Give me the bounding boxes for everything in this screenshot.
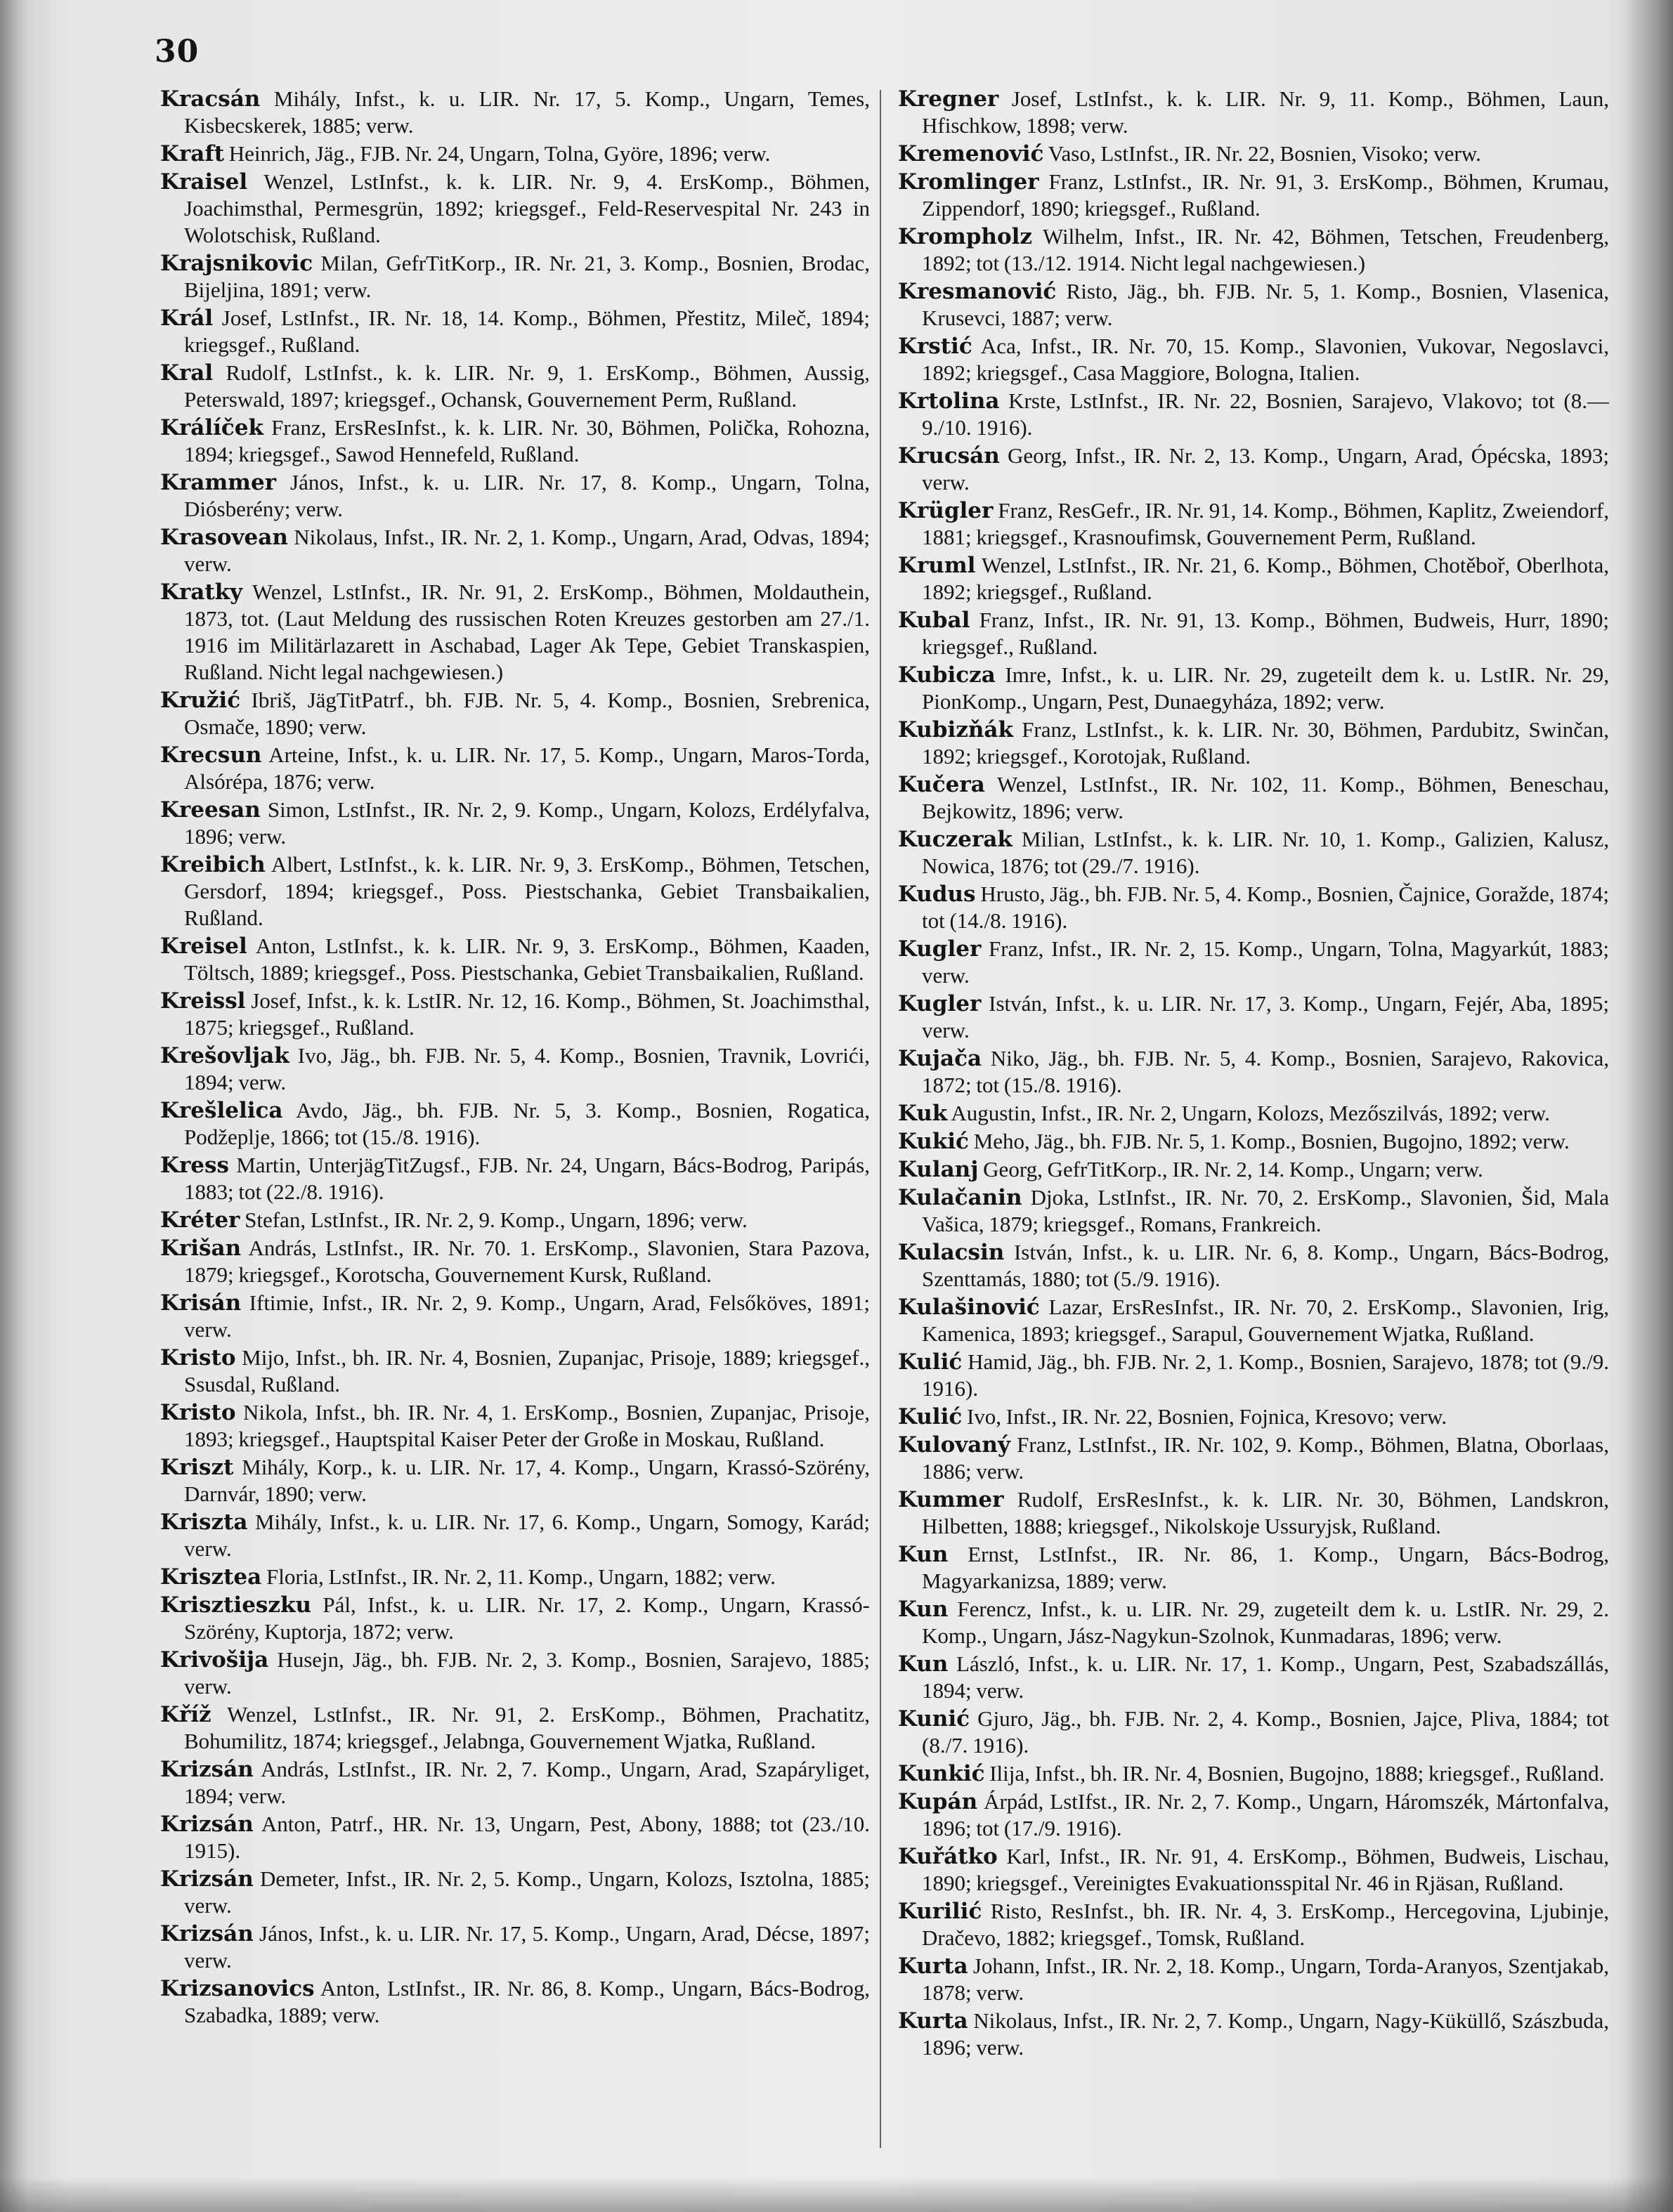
entry-surname: Krtolina: [898, 388, 1000, 414]
entry-details: Mihály, Infst., k. u. LIR. Nr. 17, 6. Komp., Ungarn, Somogy, Karád; verw.: [184, 1510, 870, 1561]
entry-details: Demeter, Infst., IR. Nr. 2, 5. Komp., Ungarn, Kolozs, Isztolna, 1885; verw.: [184, 1866, 870, 1918]
entry-details: Martin, UnterjägTitZugsf., FJB. Nr. 24, Ungarn, Bács-Bodrog, Paripás, 1883; tot (22./8. 1916).: [184, 1153, 870, 1204]
casualty-entry: [160, 1920, 870, 1974]
entry-details: Wenzel, LstInfst., IR. Nr. 21, 6. Komp., Böhmen, Chotěboř, Oberlhota, 1892; kriegsgef., Rußland.: [922, 553, 1609, 604]
page-number: 30: [155, 34, 200, 70]
entry-surname: Kupán: [898, 1789, 978, 1814]
entry-surname: Kunkić: [898, 1761, 985, 1786]
entry-surname: Kun: [898, 1597, 949, 1622]
casualty-entry: [898, 1045, 1609, 1099]
casualty-entry: [160, 1344, 870, 1398]
casualty-entry: [898, 1156, 1609, 1183]
entry-details: Pál, Infst., k. u. LIR. Nr. 17, 2. Komp., Ungarn, Krassó-Szörény, Kuptorja, 1872; verw.: [184, 1592, 870, 1644]
entry-surname: Krešovljak: [160, 1043, 289, 1068]
casualty-entry: [898, 1184, 1609, 1238]
casualty-entry: [898, 881, 1609, 934]
casualty-entry: [160, 1975, 870, 2029]
entry-surname: Krizsán: [160, 1812, 254, 1837]
entry-details: Lazar, ErsResInfst., IR. Nr. 70, 2. ErsKomp., Slavonien, Irig, Kamenica, 1893; kriegsgef., Sarapul, Gouvernement Wjatka, Rußland.: [922, 1295, 1609, 1346]
entry-details: Milan, GefrTitKorp., IR. Nr. 21, 3. Komp., Bosnien, Brodac, Bijeljina, 1891; verw.: [184, 251, 870, 302]
left-column: [160, 86, 870, 2030]
casualty-entry: [898, 443, 1609, 496]
entry-surname: Kracsán: [160, 86, 261, 112]
entry-surname: Král: [160, 306, 214, 331]
entry-details: István, Infst., k. u. LIR. Nr. 6, 8. Komp., Ungarn, Bács-Bodrog, Szenttamás, 1880; tot (5./9. 1916).: [922, 1240, 1609, 1291]
casualty-entry: [160, 524, 870, 577]
entry-details: Hamid, Jäg., bh. FJB. Nr. 2, 1. Komp., Bosnien, Sarajevo, 1878; tot (9./9. 1916).: [922, 1349, 1609, 1401]
entry-details: Ibriš, JägTitPatrf., bh. FJB. Nr. 5, 4. Komp., Bosnien, Srebrenica, Osmače, 1890; verw.: [184, 688, 870, 739]
entry-details: Heinrich, Jäg., FJB. Nr. 24, Ungarn, Tolna, Györe, 1896; verw.: [224, 141, 771, 166]
casualty-entry: [898, 1706, 1609, 1759]
entry-surname: Kříž: [160, 1702, 211, 1727]
entry-details: Mihály, Infst., k. u. LIR. Nr. 17, 5. Komp., Ungarn, Temes, Kisbecskerek, 1885; verw.: [184, 86, 870, 138]
entry-details: Floria, LstInfst., IR. Nr. 2, 11. Komp., Ungarn, 1882; verw.: [261, 1564, 776, 1589]
casualty-entry: [898, 333, 1609, 386]
entry-details: András, LstInfst., IR. Nr. 70. 1. ErsKomp., Slavonien, Stara Pazova, 1879; kriegsgef., Korotscha, Gouvernement Kursk, Rußland.: [184, 1236, 870, 1287]
entry-details: Imre, Infst., k. u. LIR. Nr. 29, zugeteilt dem k. u. LstIR. Nr. 29, PionKomp., Ungarn, Pest, Dunaegyháza, 1892; verw.: [922, 662, 1609, 714]
entry-details: Franz, LstInfst., IR. Nr. 102, 9. Komp., Böhmen, Blatna, Oborlaas, 1886; verw.: [922, 1432, 1609, 1484]
entry-details: Djoka, LstInfst., IR. Nr. 70, 2. ErsKomp., Slavonien, Šid, Mala Vašica, 1879; kriegsgef., Romans, Frankreich.: [922, 1185, 1609, 1236]
entry-details: Franz, ErsResInfst., k. k. LIR. Nr. 30, Böhmen, Polička, Rohozna, 1894; kriegsgef., Sawod Hennefeld, Rußland.: [184, 415, 870, 466]
casualty-entry: [160, 1811, 870, 1864]
entry-surname: Kubicza: [898, 662, 996, 688]
casualty-entry: [898, 497, 1609, 551]
entry-surname: Kulacsin: [898, 1240, 1005, 1265]
entry-surname: Kugler: [898, 991, 982, 1016]
casualty-entry: [898, 1432, 1609, 1485]
entry-surname: Kulić: [898, 1404, 963, 1429]
scan-shadow-left: [0, 0, 28, 2212]
casualty-entry: [898, 2008, 1609, 2061]
casualty-entry: [898, 1788, 1609, 1842]
entry-details: Franz, ResGefr., IR. Nr. 91, 14. Komp., Böhmen, Kaplitz, Zweiendorf, 1881; kriegsgef., Krasnoufimsk, Gouvernement Perm, Rußland.: [922, 498, 1609, 549]
entry-surname: Kreissl: [160, 988, 246, 1014]
casualty-entry: [160, 933, 870, 986]
casualty-entry: [160, 1592, 870, 1645]
casualty-entry: [160, 1235, 870, 1288]
entry-details: Iftimie, Infst., IR. Nr. 2, 9. Komp., Ungarn, Arad, Felsőköves, 1891; verw.: [184, 1290, 870, 1342]
entry-details: Anton, LstInfst., k. k. LIR. Nr. 9, 3. ErsKomp., Böhmen, Kaaden, Töltsch, 1889; kriegsgef., Poss. Piestschanka, Gebiet Transbaikalien, Rußland.: [184, 934, 870, 985]
casualty-entry: [898, 1843, 1609, 1897]
casualty-entry: [898, 716, 1609, 770]
casualty-entry: [160, 169, 870, 249]
entry-details: Nikolaus, Infst., IR. Nr. 2, 1. Komp., Ungarn, Arad, Odvas, 1894; verw.: [184, 525, 870, 576]
entry-details: Meho, Jäg., bh. FJB. Nr. 5, 1. Komp., Bosnien, Bugojno, 1892; verw.: [968, 1129, 1570, 1153]
entry-surname: Kun: [898, 1651, 949, 1677]
casualty-entry: [160, 305, 870, 358]
entry-surname: Kuřátko: [898, 1844, 998, 1869]
entry-surname: Krasovean: [160, 525, 288, 550]
casualty-entry: [898, 552, 1609, 606]
casualty-entry: [160, 1454, 870, 1507]
entry-surname: Krišan: [160, 1236, 242, 1261]
casualty-entry: [160, 1152, 870, 1205]
entry-surname: Kulašinović: [898, 1295, 1040, 1320]
entry-surname: Krisán: [160, 1290, 242, 1316]
entry-details: Ilija, Infst., bh. IR. Nr. 4, Bosnien, Bugojno, 1888; kriegsgef., Rußland.: [984, 1761, 1605, 1786]
casualty-entry: [160, 851, 870, 931]
entry-details: András, LstInfst., IR. Nr. 2, 7. Komp., Ungarn, Arad, Szapáryliget, 1894; verw.: [184, 1757, 870, 1808]
entry-surname: Kromlinger: [898, 169, 1039, 195]
casualty-entry: [898, 140, 1609, 167]
casualty-entry: [898, 1760, 1609, 1787]
casualty-entry: [160, 1509, 870, 1562]
entry-surname: Kružić: [160, 688, 241, 713]
entry-surname: Kugler: [898, 936, 982, 962]
entry-surname: Kristo: [160, 1345, 236, 1370]
casualty-entry: [898, 607, 1609, 660]
entry-details: Anton, Patrf., HR. Nr. 13, Ungarn, Pest, Abony, 1888; tot (23./10. 1915).: [184, 1812, 870, 1863]
entry-surname: Krstić: [898, 334, 972, 359]
entry-details: Rudolf, ErsResInfst., k. k. LIR. Nr. 30, Böhmen, Landskron, Hilbetten, 1888; kriegsgef., Nikolskoje Ussuryjsk, Rußland.: [922, 1487, 1609, 1538]
casualty-entry: [898, 1596, 1609, 1649]
entry-details: Niko, Jäg., bh. FJB. Nr. 5, 4. Komp., Bosnien, Sarajevo, Rakovica, 1872; tot (15./8. 1916).: [922, 1046, 1609, 1097]
casualty-entry: [898, 826, 1609, 879]
entry-surname: Kress: [160, 1153, 229, 1178]
entry-details: Ferencz, Infst., k. u. LIR. Nr. 29, zugeteilt dem k. u. LstIR. Nr. 29, 2. Komp., Ungarn, Jász-Nagykun-Szolnok, Kunmadaras, 1896; verw.: [922, 1597, 1609, 1648]
casualty-entry: [160, 86, 870, 139]
entry-surname: Kubizňák: [898, 717, 1013, 742]
casualty-entry: [898, 1486, 1609, 1540]
casualty-entry: [160, 1042, 870, 1096]
casualty-entry: [898, 1100, 1609, 1127]
casualty-entry: [898, 1403, 1609, 1430]
entry-details: János, Infst., k. u. LIR. Nr. 17, 8. Komp., Ungarn, Tolna, Diósberény; verw.: [184, 470, 870, 521]
entry-surname: Kujača: [898, 1046, 982, 1071]
casualty-entry: [898, 1239, 1609, 1292]
casualty-entry: [160, 742, 870, 795]
entry-details: Krste, LstInfst., IR. Nr. 22, Bosnien, Sarajevo, Vlakovo; tot (8.—9./10. 1916).: [922, 388, 1609, 440]
entry-surname: Kuk: [898, 1101, 948, 1126]
entry-surname: Kulić: [898, 1349, 963, 1375]
entry-details: Risto, Jäg., bh. FJB. Nr. 5, 1. Komp., Bosnien, Vlasenica, Krusevci, 1887; verw.: [922, 279, 1609, 330]
entry-surname: Kurilić: [898, 1899, 982, 1924]
casualty-entry: [898, 169, 1609, 222]
casualty-entry: [160, 360, 870, 413]
entry-details: Arteine, Infst., k. u. LIR. Nr. 17, 5. Komp., Ungarn, Maros-Torda, Alsórépa, 1876; verw.: [184, 742, 870, 794]
entry-details: Árpád, LstIfst., IR. Nr. 2, 7. Komp., Ungarn, Háromszék, Mártonfalva, 1896; tot (17./9. 1916).: [922, 1789, 1609, 1840]
entry-surname: Krizsanovics: [160, 1976, 315, 2001]
entry-surname: Kristo: [160, 1400, 236, 1425]
entry-details: Risto, ResInfst., bh. IR. Nr. 4, 3. ErsKomp., Hercegovina, Ljubinje, Dračevo, 1882; kriegsgef., Tomsk, Rußland.: [922, 1899, 1609, 1950]
scan-shadow-bottom: [0, 2177, 1673, 2212]
entry-surname: Krisztea: [160, 1564, 262, 1590]
casualty-entry: [898, 1128, 1609, 1155]
entry-details: Ivo, Infst., IR. Nr. 22, Bosnien, Fojnica, Kresovo; verw.: [962, 1404, 1447, 1429]
entry-surname: Krizsán: [160, 1757, 254, 1782]
entry-surname: Krucsán: [898, 443, 1000, 469]
casualty-entry: [898, 223, 1609, 277]
entry-details: Wenzel, LstInfst., IR. Nr. 102, 11. Komp., Böhmen, Beneschau, Bejkowitz, 1896; verw.: [922, 772, 1609, 823]
casualty-entry: [898, 1898, 1609, 1951]
entry-details: Franz, LstInfst., k. k. LIR. Nr. 30, Böhmen, Pardubitz, Swinčan, 1892; kriegsgef., Korotojak, Rußland.: [922, 717, 1609, 768]
entry-details: Milian, LstInfst., k. k. LIR. Nr. 10, 1. Komp., Galizien, Kalusz, Nowica, 1876; tot (29./7. 1916).: [922, 827, 1609, 878]
entry-details: Avdo, Jäg., bh. FJB. Nr. 5, 3. Komp., Bosnien, Rogatica, Podžeplje, 1866; tot (15./8. 1916).: [184, 1098, 870, 1149]
casualty-entry: [160, 1207, 870, 1233]
casualty-entry: [898, 1953, 1609, 2006]
entry-details: Wenzel, LstInfst., IR. Nr. 91, 2. ErsKomp., Böhmen, Moldauthein, 1873, tot. (Laut Meldung des russischen Roten Kreuzes gestorben am 27./1. 1916 im Militärlazarett in Aschabad, Lager Ak Tepe, Gebiet Transkaspien, Rußland. Nicht legal nachgewiesen.): [184, 580, 870, 684]
entry-surname: Kulovaný: [898, 1432, 1010, 1458]
casualty-entry: [898, 1349, 1609, 1402]
entry-surname: Kriszt: [160, 1455, 234, 1480]
entry-surname: Kratky: [160, 580, 243, 605]
entry-details: Ivo, Jäg., bh. FJB. Nr. 5, 4. Komp., Bosnien, Travnik, Lovrići, 1894; verw.: [184, 1043, 870, 1094]
entry-details: Karl, Infst., IR. Nr. 91, 4. ErsKomp., Böhmen, Budweis, Lischau, 1890; kriegsgef., Vereinigtes Evakuationsspital Nr. 46 in Rjäsan, Rußland.: [922, 1844, 1609, 1895]
entry-surname: Kulačanin: [898, 1185, 1022, 1210]
entry-details: Franz, Infst., IR. Nr. 91, 13. Komp., Böhmen, Budweis, Hurr, 1890; kriegsgef., Rußland.: [922, 608, 1609, 659]
entry-details: Mijo, Infst., bh. IR. Nr. 4, Bosnien, Zupanjac, Prisoje, 1889; kriegsgef., Ssusdal, Rußland.: [184, 1345, 870, 1396]
entry-details: Wenzel, LstInfst., IR. Nr. 91, 2. ErsKomp., Böhmen, Prachatitz, Bohumilitz, 1874; kriegsgef., Jelabnga, Gouvernement Wjatka, Rußland.: [184, 1702, 870, 1753]
casualty-entry: [898, 1651, 1609, 1704]
casualty-entry: [160, 1647, 870, 1700]
entry-surname: Krecsun: [160, 742, 262, 768]
entry-surname: Krisztieszku: [160, 1592, 312, 1618]
casualty-entry: [898, 1294, 1609, 1347]
casualty-entry: [898, 278, 1609, 332]
casualty-entry: [160, 579, 870, 686]
casualty-entry: [160, 140, 870, 167]
entry-details: Josef, LstInfst., k. k. LIR. Nr. 9, 11. Komp., Böhmen, Laun, Hfischkow, 1898; verw.: [922, 86, 1609, 138]
entry-surname: Kraft: [160, 141, 225, 166]
entry-surname: Kresmanović: [898, 279, 1057, 304]
casualty-entry: [898, 388, 1609, 441]
entry-surname: Kulanj: [898, 1157, 979, 1182]
casualty-entry: [898, 86, 1609, 139]
entry-surname: Kruml: [898, 553, 976, 578]
entry-details: Rudolf, LstInfst., k. k. LIR. Nr. 9, 1. ErsKomp., Böhmen, Aussig, Peterswald, 1897; kriegsgef., Ochansk, Gouvernement Perm, Rußland.: [184, 360, 870, 412]
casualty-entry: [160, 1290, 870, 1343]
entry-surname: Kummer: [898, 1487, 1004, 1512]
entry-details: Nikolaus, Infst., IR. Nr. 2, 7. Komp., Ungarn, Nagy-Küküllő, Szászbuda, 1896; verw.: [922, 2008, 1609, 2060]
casualty-entry: [160, 1756, 870, 1809]
entry-details: Anton, LstInfst., IR. Nr. 86, 8. Komp., Ungarn, Bács-Bodrog, Szabadka, 1889; verw.: [184, 1976, 870, 2027]
entry-surname: Krammer: [160, 470, 277, 495]
entry-details: Ernst, LstInfst., IR. Nr. 86, 1. Komp., Ungarn, Bács-Bodrog, Magyarkanizsa, 1889; verw.: [922, 1542, 1609, 1593]
entry-surname: Kubal: [898, 608, 970, 633]
entry-surname: Krešlelica: [160, 1098, 283, 1123]
column-divider: [880, 90, 881, 2148]
entry-surname: Krizsán: [160, 1866, 254, 1892]
entry-details: Georg, GefrTitKorp., IR. Nr. 2, 14. Komp., Ungarn; verw.: [978, 1157, 1483, 1182]
entry-surname: Králíček: [160, 415, 263, 440]
casualty-entry: [898, 662, 1609, 715]
right-column: [898, 86, 1609, 2062]
entry-details: Johann, Infst., IR. Nr. 2, 18. Komp., Ungarn, Torda-Aranyos, Szentjakab, 1878; verw.: [922, 1954, 1609, 2005]
entry-surname: Kral: [160, 360, 214, 386]
casualty-entry: [160, 988, 870, 1041]
entry-surname: Kun: [898, 1542, 949, 1567]
entry-surname: Kreesan: [160, 797, 261, 823]
entry-surname: Kreisel: [160, 934, 247, 959]
casualty-entry: [160, 797, 870, 850]
entry-surname: Krügler: [898, 498, 994, 523]
entry-details: Wilhelm, Infst., IR. Nr. 42, Böhmen, Tetschen, Freudenberg, 1892; tot (13./12. 1914. Nicht legal nachgewiesen.): [922, 224, 1609, 275]
entry-details: Mihály, Korp., k. u. LIR. Nr. 17, 4. Komp., Ungarn, Krassó-Szörény, Darnvár, 1890; verw.: [184, 1455, 870, 1506]
entry-details: Josef, Infst., k. k. LstIR. Nr. 12, 16. Komp., Böhmen, St. Joachimsthal, 1875; kriegsgef., Rußland.: [184, 988, 870, 1040]
entry-surname: Kučera: [898, 772, 985, 797]
entry-details: Nikola, Infst., bh. IR. Nr. 4, 1. ErsKomp., Bosnien, Zupanjac, Prisoje, 1893; kriegsgef., Hauptspital Kaiser Peter der Große in Moskau, Rußland.: [184, 1400, 870, 1451]
entry-surname: Kurta: [898, 1954, 968, 1979]
entry-surname: Kurta: [898, 2008, 968, 2034]
entry-details: László, Infst., k. u. LIR. Nr. 17, 1. Komp., Ungarn, Pest, Szabadszállás, 1894; verw.: [922, 1651, 1609, 1703]
casualty-entry: [160, 687, 870, 740]
entry-details: Gjuro, Jäg., bh. FJB. Nr. 2, 4. Komp., Bosnien, Jajce, Pliva, 1884; tot (8./7. 1916).: [922, 1706, 1609, 1758]
entry-details: Franz, Infst., IR. Nr. 2, 15. Komp., Ungarn, Tolna, Magyarkút, 1883; verw.: [922, 936, 1609, 988]
entry-details: János, Infst., k. u. LIR. Nr. 17, 5. Komp., Ungarn, Arad, Décse, 1897; verw.: [184, 1921, 870, 1972]
casualty-entry: [898, 771, 1609, 825]
casualty-entry: [160, 1564, 870, 1590]
casualty-entry: [160, 1399, 870, 1453]
entry-surname: Kregner: [898, 86, 999, 112]
casualty-entry: [160, 1097, 870, 1151]
casualty-entry: [898, 1541, 1609, 1595]
casualty-entry: [160, 1701, 870, 1755]
entry-details: Hrusto, Jäg., bh. FJB. Nr. 5, 4. Komp., Bosnien, Čajnice, Goražde, 1874; tot (14./8. 1916).: [922, 882, 1609, 933]
entry-surname: Krizsán: [160, 1921, 254, 1946]
entry-details: Vaso, LstInfst., IR. Nr. 22, Bosnien, Visoko; verw.: [1043, 141, 1481, 166]
entry-details: Augustin, Infst., IR. Nr. 2, Ungarn, Kolozs, Mezőszilvás, 1892; verw.: [947, 1101, 1550, 1125]
entry-details: Wenzel, LstInfst., k. k. LIR. Nr. 9, 4. ErsKomp., Böhmen, Joachimsthal, Permesgrün, 1892; kriegsgef., Feld-Reservespital Nr. 243 in Wolotschisk, Rußland.: [184, 169, 870, 247]
entry-surname: Kreibich: [160, 852, 266, 877]
entry-surname: Kunić: [898, 1706, 970, 1732]
entry-details: Franz, LstInfst., IR. Nr. 91, 3. ErsKomp., Böhmen, Krumau, Zippendorf, 1890; kriegsgef., Rußland.: [922, 169, 1609, 221]
entry-surname: Kraisel: [160, 169, 248, 195]
entry-surname: Kriszta: [160, 1510, 248, 1535]
entry-details: Georg, Infst., IR. Nr. 2, 13. Komp., Ungarn, Arad, Ópécska, 1893; verw.: [922, 443, 1609, 495]
entry-surname: Krompholz: [898, 224, 1033, 249]
casualty-entry: [160, 414, 870, 468]
entry-surname: Kremenović: [898, 141, 1044, 166]
entry-details: Aca, Infst., IR. Nr. 70, 15. Komp., Slavonien, Vukovar, Negoslavci, 1892; kriegsgef., Casa Maggiore, Bologna, Italien.: [922, 334, 1609, 385]
entry-details: Stefan, LstInfst., IR. Nr. 2, 9. Komp., Ungarn, 1896; verw.: [240, 1208, 748, 1232]
casualty-entry: [160, 250, 870, 303]
scan-shadow-right: [1624, 0, 1673, 2212]
entry-details: István, Infst., k. u. LIR. Nr. 17, 3. Komp., Ungarn, Fejér, Aba, 1895; verw.: [922, 991, 1609, 1042]
entry-details: Simon, LstInfst., IR. Nr. 2, 9. Komp., Ungarn, Kolozs, Erdélyfalva, 1896; verw.: [184, 797, 870, 849]
entry-surname: Krivošija: [160, 1647, 269, 1673]
entry-surname: Kuczerak: [898, 827, 1013, 852]
entry-details: Husejn, Jäg., bh. FJB. Nr. 2, 3. Komp., Bosnien, Sarajevo, 1885; verw.: [184, 1647, 870, 1699]
entry-surname: Kudus: [898, 882, 976, 907]
entry-surname: Krajsnikovic: [160, 251, 313, 276]
casualty-entry: [160, 469, 870, 523]
entry-surname: Kréter: [160, 1208, 240, 1233]
casualty-entry: [898, 936, 1609, 989]
casualty-entry: [898, 990, 1609, 1044]
entry-details: Josef, LstInfst., IR. Nr. 18, 14. Komp., Böhmen, Přestitz, Mileč, 1894; kriegsgef., Rußland.: [184, 306, 870, 357]
casualty-entry: [160, 1866, 870, 1919]
entry-surname: Kukić: [898, 1129, 969, 1154]
entry-details: Albert, LstInfst., k. k. LIR. Nr. 9, 3. ErsKomp., Böhmen, Tetschen, Gersdorf, 1894; kriegsgef., Poss. Piestschanka, Gebiet Transbaikalien, Rußland.: [184, 852, 870, 930]
